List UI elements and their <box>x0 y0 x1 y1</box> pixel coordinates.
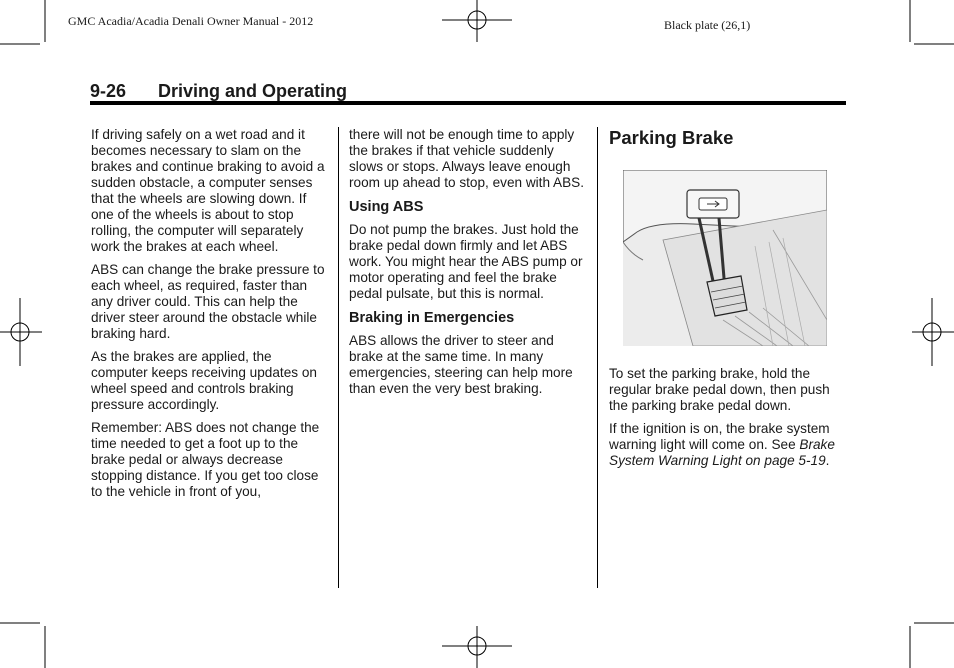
subheading-braking-emergencies: Braking in Emergencies <box>349 310 515 326</box>
paragraph: Do not pump the brakes. Just hold the brake pedal down firmly and let ABS work. You might hear the ABS pump or motor operating and feel the brake pedal pulsate, but this is normal. <box>349 222 583 301</box>
column-1 <box>91 127 331 507</box>
page-header <box>90 81 347 102</box>
registration-target-bottom <box>442 626 512 668</box>
column-divider <box>338 127 339 588</box>
plate-number: Black plate (26,1) <box>664 18 751 32</box>
column-3 <box>609 126 849 476</box>
header-rule <box>90 101 846 105</box>
section-title: Driving and Operating <box>158 81 348 101</box>
paragraph: there will not be enough time to apply the brakes if that vehicle suddenly slows or stops. Always leave enough room up ahead to stop, even with ABS. <box>349 127 585 190</box>
paragraph <box>609 421 849 469</box>
plate-title: GMC Acadia/Acadia Denali Owner Manual - 2012 <box>68 14 314 28</box>
subheading-using-abs: Using ABS <box>349 199 424 215</box>
paragraph-text: If the ignition is on, the brake system warning light will come on. See <box>609 421 830 452</box>
paragraph: To set the parking brake, hold the regular brake pedal down, then push the parking brake pedal down. <box>609 366 830 413</box>
paragraph-text: . <box>825 453 830 468</box>
cross-reference-link[interactable]: Brake System Warning Light on page 5-19 <box>609 437 835 468</box>
registration-target-top <box>442 0 512 42</box>
paragraph: As the brakes are applied, the computer keeps receiving updates on wheel speed and controls braking pressure accordingly. <box>91 349 317 412</box>
section-heading-parking-brake: Parking Brake <box>609 127 734 148</box>
parking-brake-pedal-illustration <box>623 170 827 346</box>
paragraph: ABS allows the driver to steer and brake at the same time. In many emergencies, steering can help more than even the very best braking. <box>349 333 573 396</box>
paragraph: If driving safely on a wet road and it becomes necessary to slam on the brakes and continue braking to avoid a sudden obstacle, a computer senses that the wheels are slowing down. If one of the wheels is about to stop rolling, the computer will separately work the brakes at each wheel. <box>91 127 325 254</box>
column-2 <box>349 127 585 404</box>
registration-target-right <box>912 298 954 366</box>
paragraph: ABS can change the brake pressure to each wheel, as required, faster than any driver could. This can help the driver steer around the obstacle while braking hard. <box>91 262 325 341</box>
page-number: 9-26 <box>90 81 127 101</box>
paragraph: Remember: ABS does not change the time needed to get a foot up to the brake pedal or always decrease stopping distance. If you get too close to the vehicle in front of you, <box>91 420 320 499</box>
registration-target-left <box>0 298 42 366</box>
column-divider <box>597 127 598 588</box>
